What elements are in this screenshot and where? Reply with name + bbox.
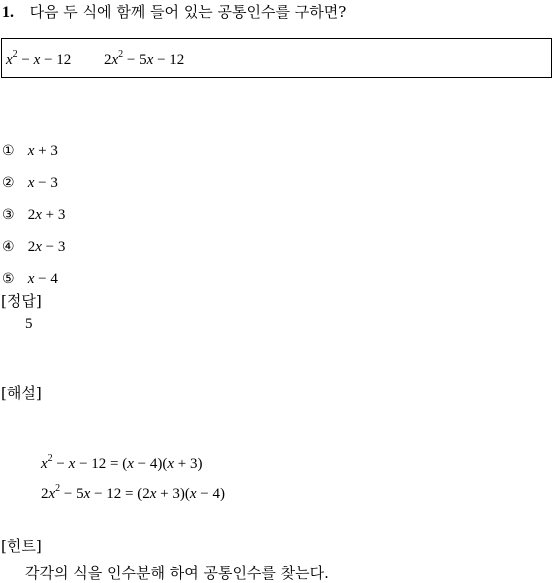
choice-1[interactable] — [2, 143, 58, 160]
hint-label: [힌트] — [1, 537, 42, 555]
question-text: 다음 두 식에 함께 들어 있는 공통인수를 구하면? — [29, 3, 347, 21]
expr1-text: $x^2 - x - 12$ — [6, 49, 72, 68]
explanation-line-1: $x^2 - x - 12 = (x - 4)(x + 3)$ — [41, 453, 203, 472]
choice-text: 2x + 3 — [27, 207, 66, 223]
box-expression-2 — [104, 49, 185, 69]
choice-mark: ⑤ — [2, 271, 15, 287]
box-expression-1 — [6, 49, 72, 69]
explanation-line-2: $2x^2 - 5x - 12 = (2x + 3)(x - 4)$ — [41, 483, 225, 502]
choice-text: x − 3 — [27, 175, 58, 191]
choice-text: x + 3 — [27, 143, 58, 159]
answer-value: 5 — [25, 316, 33, 332]
question — [2, 1, 346, 22]
choice-5[interactable] — [2, 271, 58, 288]
choice-text: 2x − 3 — [27, 239, 66, 255]
choice-text: x − 4 — [27, 271, 58, 287]
hint-text: 각각의 식을 인수분해 하여 공통인수를 찾는다. — [25, 564, 329, 582]
choice-mark: ② — [2, 175, 15, 191]
question-number: 1. — [2, 4, 14, 21]
choice-mark: ④ — [2, 239, 15, 255]
choice-3[interactable] — [2, 207, 65, 224]
choice-mark: ③ — [2, 207, 15, 223]
answer-label: [정답] — [1, 292, 42, 310]
choice-mark: ① — [2, 143, 15, 159]
expr2-text: $2x^2 - 5x - 12$ — [104, 49, 185, 68]
explanation-label: [해설] — [1, 384, 42, 402]
expression-box — [1, 38, 552, 78]
choice-4[interactable] — [2, 239, 65, 256]
choice-2[interactable] — [2, 175, 58, 192]
